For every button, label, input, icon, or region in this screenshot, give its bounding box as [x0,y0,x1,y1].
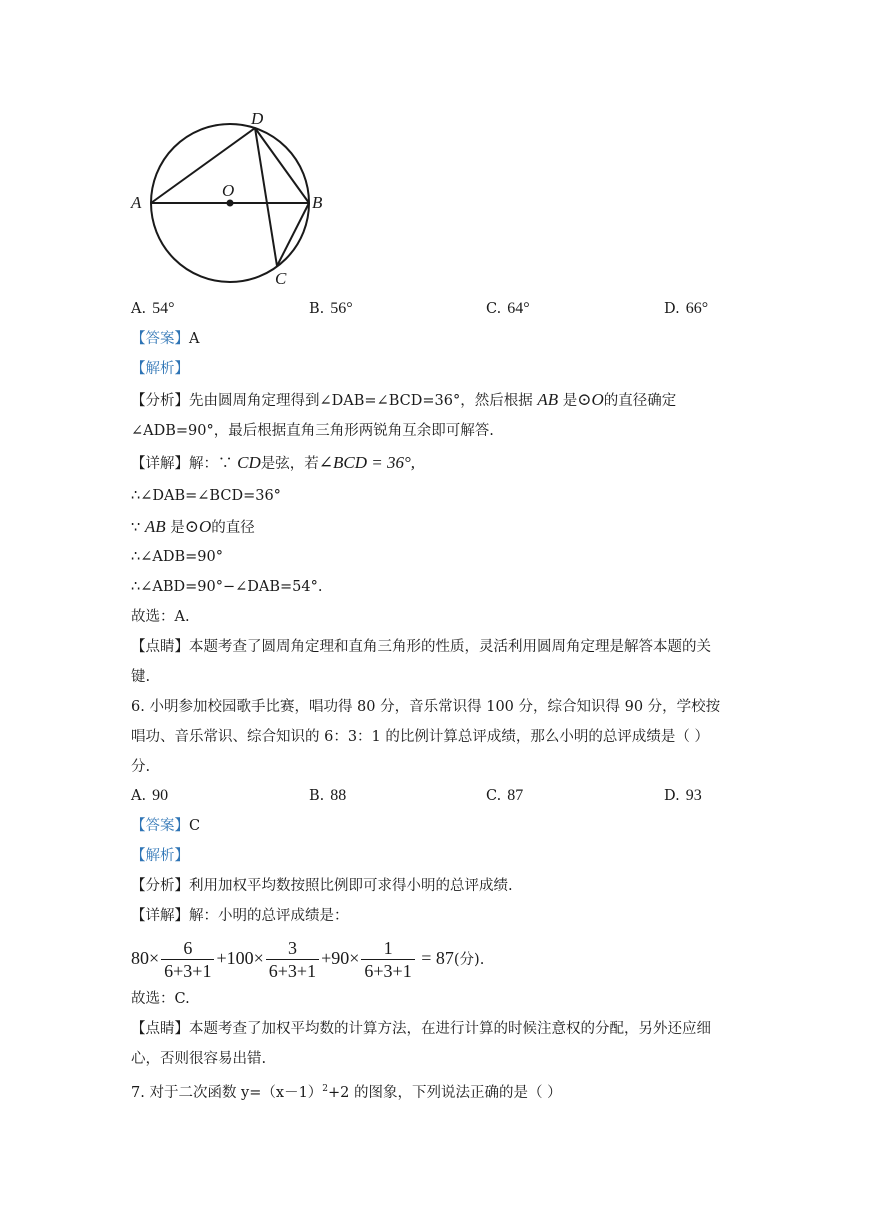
circle-geometry-figure [0,0,869,300]
q6-option-c: C. 87 [486,787,524,804]
q5-answer: 【答案】A [131,331,200,347]
q5-option-a: A. 54° [131,300,175,317]
q6-option-d: D. 93 [664,787,702,804]
q6-dianjing-line2: 心，否则很容易出错. [131,1051,267,1067]
q7-stem: 7. 对于二次函数 $y=(x-1)^2+2$ 的图象，下列说法正确的是（ ） [131,1084,562,1101]
q5-analysis-tag: 【解析】 [131,361,189,377]
q6-stem: 6. 小明参加校园歌手比赛，唱功得 80 分，音乐常识得 100 分，综合知识得 90 分，学校按 [131,699,721,715]
q6-formula: 80× $\frac{6}{6+3+1}$ +100× $\frac{3}{6+3+1}$ +90× $\frac{1}{6+3+1}$ = 87(分). [131,938,485,982]
segment-db [255,128,309,203]
q6-xiangjie: 【详解】解：小明的总评成绩是： [131,908,349,924]
q6-answer: 【答案】C [131,818,201,834]
segment-ad [151,128,255,203]
q6-choice: 故选：C. [131,991,190,1007]
q6-option-a: A. 90 [131,787,169,804]
fraction-2: $\frac{3}{6+3+1}$ [266,937,319,982]
q5-step-3: ∵ AB 是⊙O的直径 [131,517,255,536]
q5-fenxi-line2: ∠ADB=90°，最后根据直角三角形两锐角互余即可解答. [131,423,494,439]
label-a: A [131,193,142,212]
q6-dianjing: 【点睛】本题考查了加权平均数的计算方法，在进行计算的时候注意权的分配，另外还应细 [131,1021,711,1037]
q6-stem-line2: 唱功、音乐常识、综合知识的 6：3：1 的比例计算总评成绩，那么小明的总评成绩是（ ） [131,729,709,745]
q5-option-c: C. 64° [486,300,530,317]
q5-fenxi: 【分析】先由圆周角定理得到∠DAB=∠BCD=36°，然后根据 AB 是⊙O的直径确定 [131,390,677,409]
q5-step-2: ∴∠DAB=∠BCD=36° [131,488,281,504]
q5-option-b: B. 56° [309,300,353,317]
segment-dc [255,128,277,266]
label-c: C [275,269,287,288]
q6-analysis-tag: 【解析】 [131,848,189,864]
q5-option-d: D. 66° [664,300,709,317]
q5-dianjing: 【点睛】本题考查了圆周角定理和直角三角形的性质，灵活利用圆周角定理是解答本题的关 [131,639,711,655]
q5-dianjing-line2: 键. [131,669,151,685]
q5-step-5: ∴∠ABD=90°−∠DAB=54°. [131,579,323,595]
label-o: O [222,181,235,200]
segment-bc [277,203,309,266]
q6-option-b: B. 88 [309,787,347,804]
fraction-1: $\frac{6}{6+3+1}$ [161,937,214,982]
fraction-3: $\frac{1}{6+3+1}$ [361,937,414,982]
q5-xiangjie: 【详解】解：∵ CD是弦，若∠BCD = 36°, [131,453,415,472]
q6-stem-line3: 分. [131,759,151,775]
label-d: D [251,109,264,128]
center-point [227,200,234,207]
label-b: B [312,193,323,212]
q5-step-4: ∴∠ADB=90° [131,549,223,565]
q5-choice: 故选：A. [131,609,190,625]
q6-fenxi: 【分析】利用加权平均数按照比例即可求得小明的总评成绩. [131,878,513,894]
